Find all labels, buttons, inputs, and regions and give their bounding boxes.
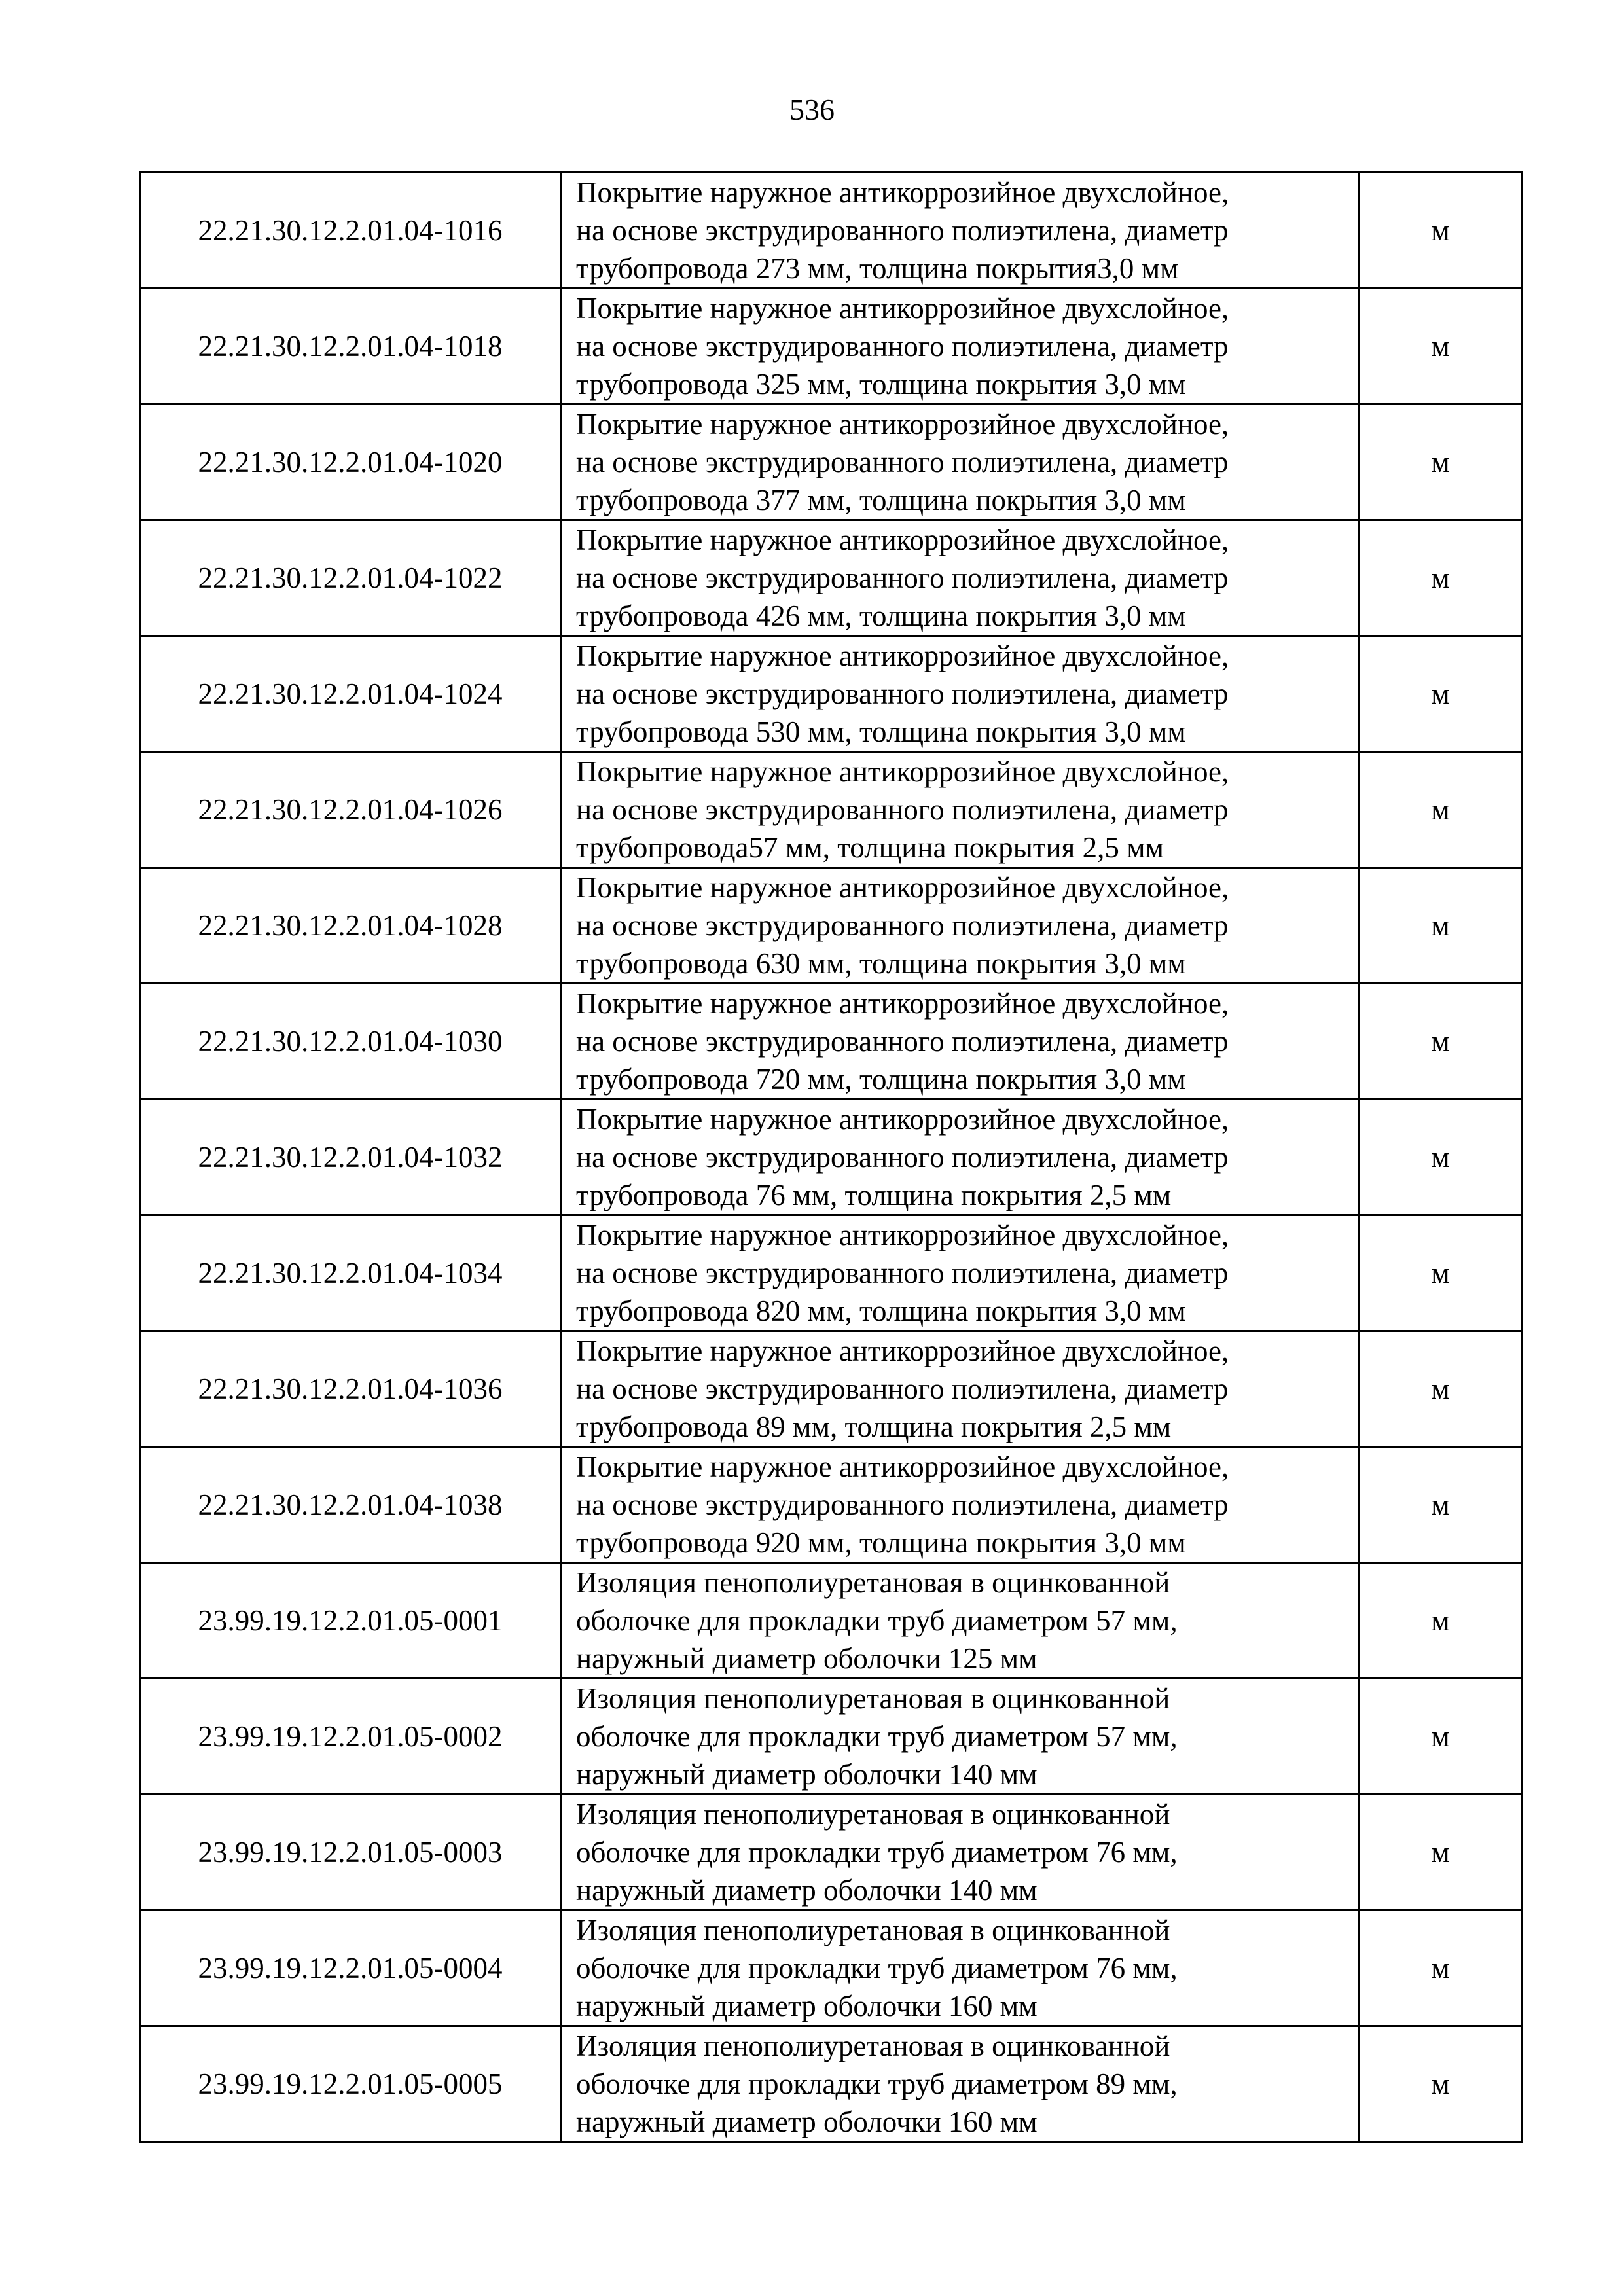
table-row	[140, 984, 1522, 1100]
resource-code-cell: 22.21.30.12.2.01.04-1024	[140, 636, 561, 752]
unit-cell: м	[1360, 1563, 1522, 1679]
resource-description-cell	[561, 868, 1360, 984]
description-line: Изоляция пенополиуретановая в оцинкованной	[576, 1566, 1170, 1599]
resource-code-cell: 22.21.30.12.2.01.04-1032	[140, 1100, 561, 1215]
resource-code-cell: 23.99.19.12.2.01.05-0005	[140, 2026, 561, 2142]
resource-code-cell: 22.21.30.12.2.01.04-1028	[140, 868, 561, 984]
table-row	[140, 1215, 1522, 1331]
resource-code-cell: 23.99.19.12.2.01.05-0002	[140, 1679, 561, 1795]
unit-cell: м	[1360, 1100, 1522, 1215]
table-row	[140, 404, 1522, 520]
description-line: на основе экструдированного полиэтилена, диаметр	[576, 1257, 1229, 1289]
description-line: наружный диаметр оболочки 160 мм	[576, 1990, 1038, 2022]
resource-code-cell: 23.99.19.12.2.01.05-0003	[140, 1795, 561, 1910]
resource-code-cell: 22.21.30.12.2.01.04-1016	[140, 173, 561, 289]
resource-code-cell: 22.21.30.12.2.01.04-1034	[140, 1215, 561, 1331]
resource-description-cell	[561, 1910, 1360, 2026]
unit-cell: м	[1360, 984, 1522, 1100]
description-line: Покрытие наружное антикоррозийное двухслойное,	[576, 292, 1229, 325]
description-line: оболочке для прокладки труб диаметром 89 мм,	[576, 2068, 1178, 2100]
description-line: на основе экструдированного полиэтилена, диаметр	[576, 446, 1229, 478]
unit-cell: м	[1360, 1795, 1522, 1910]
resource-description-cell	[561, 2026, 1360, 2142]
resource-description-cell	[561, 289, 1360, 404]
table-row	[140, 1447, 1522, 1563]
resource-description-cell	[561, 1679, 1360, 1795]
description-line: на основе экструдированного полиэтилена, диаметр	[576, 1141, 1229, 1174]
description-line: трубопровода 820 мм, толщина покрытия 3,0 мм	[576, 1295, 1186, 1327]
description-line: трубопровода57 мм, толщина покрытия 2,5 мм	[576, 831, 1164, 864]
page-number: 536	[789, 93, 835, 126]
description-line: оболочке для прокладки труб диаметром 76 мм,	[576, 1952, 1178, 1984]
resource-description-cell	[561, 752, 1360, 868]
resource-code-cell: 23.99.19.12.2.01.05-0004	[140, 1910, 561, 2026]
description-line: Покрытие наружное антикоррозийное двухслойное,	[576, 755, 1229, 788]
description-line: наружный диаметр оболочки 140 мм	[576, 1758, 1038, 1791]
description-line: Покрытие наружное антикоррозийное двухслойное,	[576, 639, 1229, 672]
description-line: трубопровода 76 мм, толщина покрытия 2,5 мм	[576, 1179, 1172, 1211]
description-line: трубопровода 89 мм, толщина покрытия 2,5 мм	[576, 1410, 1172, 1443]
description-line: Покрытие наружное антикоррозийное двухслойное,	[576, 176, 1229, 209]
table-body	[140, 173, 1522, 2142]
resource-code-cell: 22.21.30.12.2.01.04-1018	[140, 289, 561, 404]
description-line: Изоляция пенополиуретановая в оцинкованной	[576, 1682, 1170, 1715]
description-line: Покрытие наружное антикоррозийное двухслойное,	[576, 408, 1229, 440]
unit-cell: м	[1360, 404, 1522, 520]
resource-description-cell	[561, 1563, 1360, 1679]
unit-cell: м	[1360, 2026, 1522, 2142]
description-line: Покрытие наружное антикоррозийное двухслойное,	[576, 1219, 1229, 1251]
description-line: Изоляция пенополиуретановая в оцинкованной	[576, 1798, 1170, 1831]
description-line: трубопровода 630 мм, толщина покрытия 3,0 мм	[576, 947, 1186, 980]
description-line: Изоляция пенополиуретановая в оцинкованной	[576, 2030, 1170, 2062]
description-line: Покрытие наружное антикоррозийное двухслойное,	[576, 987, 1229, 1020]
table-row	[140, 289, 1522, 404]
description-line: на основе экструдированного полиэтилена, диаметр	[576, 330, 1229, 363]
resource-code-cell: 22.21.30.12.2.01.04-1022	[140, 520, 561, 636]
description-line: на основе экструдированного полиэтилена, диаметр	[576, 677, 1229, 710]
resource-description-cell	[561, 1331, 1360, 1447]
resource-description-cell	[561, 1795, 1360, 1910]
resource-description-cell	[561, 636, 1360, 752]
description-line: трубопровода 720 мм, толщина покрытия 3,0 мм	[576, 1063, 1186, 1096]
description-line: на основе экструдированного полиэтилена, диаметр	[576, 1372, 1229, 1405]
description-line: Покрытие наружное антикоррозийное двухслойное,	[576, 871, 1229, 904]
description-line: на основе экструдированного полиэтилена, диаметр	[576, 1488, 1229, 1521]
unit-cell: м	[1360, 752, 1522, 868]
description-line: Изоляция пенополиуретановая в оцинкованной	[576, 1914, 1170, 1946]
table-row	[140, 2026, 1522, 2142]
unit-cell: м	[1360, 868, 1522, 984]
unit-cell: м	[1360, 1215, 1522, 1331]
table-row	[140, 520, 1522, 636]
resource-description-cell	[561, 984, 1360, 1100]
resource-code-cell: 22.21.30.12.2.01.04-1038	[140, 1447, 561, 1563]
table-row	[140, 868, 1522, 984]
resource-table	[139, 171, 1523, 2143]
unit-cell: м	[1360, 173, 1522, 289]
description-line: Покрытие наружное антикоррозийное двухслойное,	[576, 524, 1229, 556]
table-row	[140, 1910, 1522, 2026]
resource-description-cell	[561, 1215, 1360, 1331]
description-line: на основе экструдированного полиэтилена, диаметр	[576, 562, 1229, 594]
description-line: трубопровода 426 мм, толщина покрытия 3,0 мм	[576, 600, 1186, 632]
table-row	[140, 752, 1522, 868]
resource-code-cell: 22.21.30.12.2.01.04-1026	[140, 752, 561, 868]
description-line: трубопровода 530 мм, толщина покрытия 3,0 мм	[576, 715, 1186, 748]
description-line: трубопровода 325 мм, толщина покрытия 3,0 мм	[576, 368, 1186, 401]
description-line: трубопровода 920 мм, толщина покрытия 3,0 мм	[576, 1526, 1186, 1559]
resource-description-cell	[561, 1447, 1360, 1563]
unit-cell: м	[1360, 520, 1522, 636]
description-line: на основе экструдированного полиэтилена, диаметр	[576, 214, 1229, 247]
description-line: на основе экструдированного полиэтилена, диаметр	[576, 909, 1229, 942]
resource-description-cell	[561, 1100, 1360, 1215]
resource-code-cell: 22.21.30.12.2.01.04-1036	[140, 1331, 561, 1447]
table-row	[140, 636, 1522, 752]
description-line: трубопровода 377 мм, толщина покрытия 3,0 мм	[576, 484, 1186, 516]
description-line: Покрытие наружное антикоррозийное двухслойное,	[576, 1450, 1229, 1483]
unit-cell: м	[1360, 1910, 1522, 2026]
description-line: на основе экструдированного полиэтилена, диаметр	[576, 793, 1229, 826]
description-line: Покрытие наружное антикоррозийное двухслойное,	[576, 1103, 1229, 1136]
unit-cell: м	[1360, 1331, 1522, 1447]
description-line: оболочке для прокладки труб диаметром 57 мм,	[576, 1604, 1178, 1637]
table-row	[140, 1100, 1522, 1215]
description-line: наружный диаметр оболочки 160 мм	[576, 2106, 1038, 2138]
resource-code-cell: 22.21.30.12.2.01.04-1020	[140, 404, 561, 520]
description-line: Покрытие наружное антикоррозийное двухслойное,	[576, 1335, 1229, 1367]
resource-description-cell	[561, 404, 1360, 520]
table-row	[140, 1795, 1522, 1910]
resource-code-cell: 22.21.30.12.2.01.04-1030	[140, 984, 561, 1100]
description-line: оболочке для прокладки труб диаметром 76 мм,	[576, 1836, 1178, 1869]
table-row	[140, 1679, 1522, 1795]
resource-code-cell: 23.99.19.12.2.01.05-0001	[140, 1563, 561, 1679]
unit-cell: м	[1360, 636, 1522, 752]
table-row	[140, 173, 1522, 289]
resource-description-cell	[561, 173, 1360, 289]
unit-cell: м	[1360, 1447, 1522, 1563]
resource-description-cell	[561, 520, 1360, 636]
unit-cell: м	[1360, 1679, 1522, 1795]
table-row	[140, 1563, 1522, 1679]
description-line: на основе экструдированного полиэтилена, диаметр	[576, 1025, 1229, 1058]
description-line: наружный диаметр оболочки 140 мм	[576, 1874, 1038, 1907]
table-row	[140, 1331, 1522, 1447]
description-line: наружный диаметр оболочки 125 мм	[576, 1642, 1038, 1675]
description-line: оболочке для прокладки труб диаметром 57 мм,	[576, 1720, 1178, 1753]
unit-cell: м	[1360, 289, 1522, 404]
description-line: трубопровода 273 мм, толщина покрытия3,0 мм	[576, 252, 1179, 285]
